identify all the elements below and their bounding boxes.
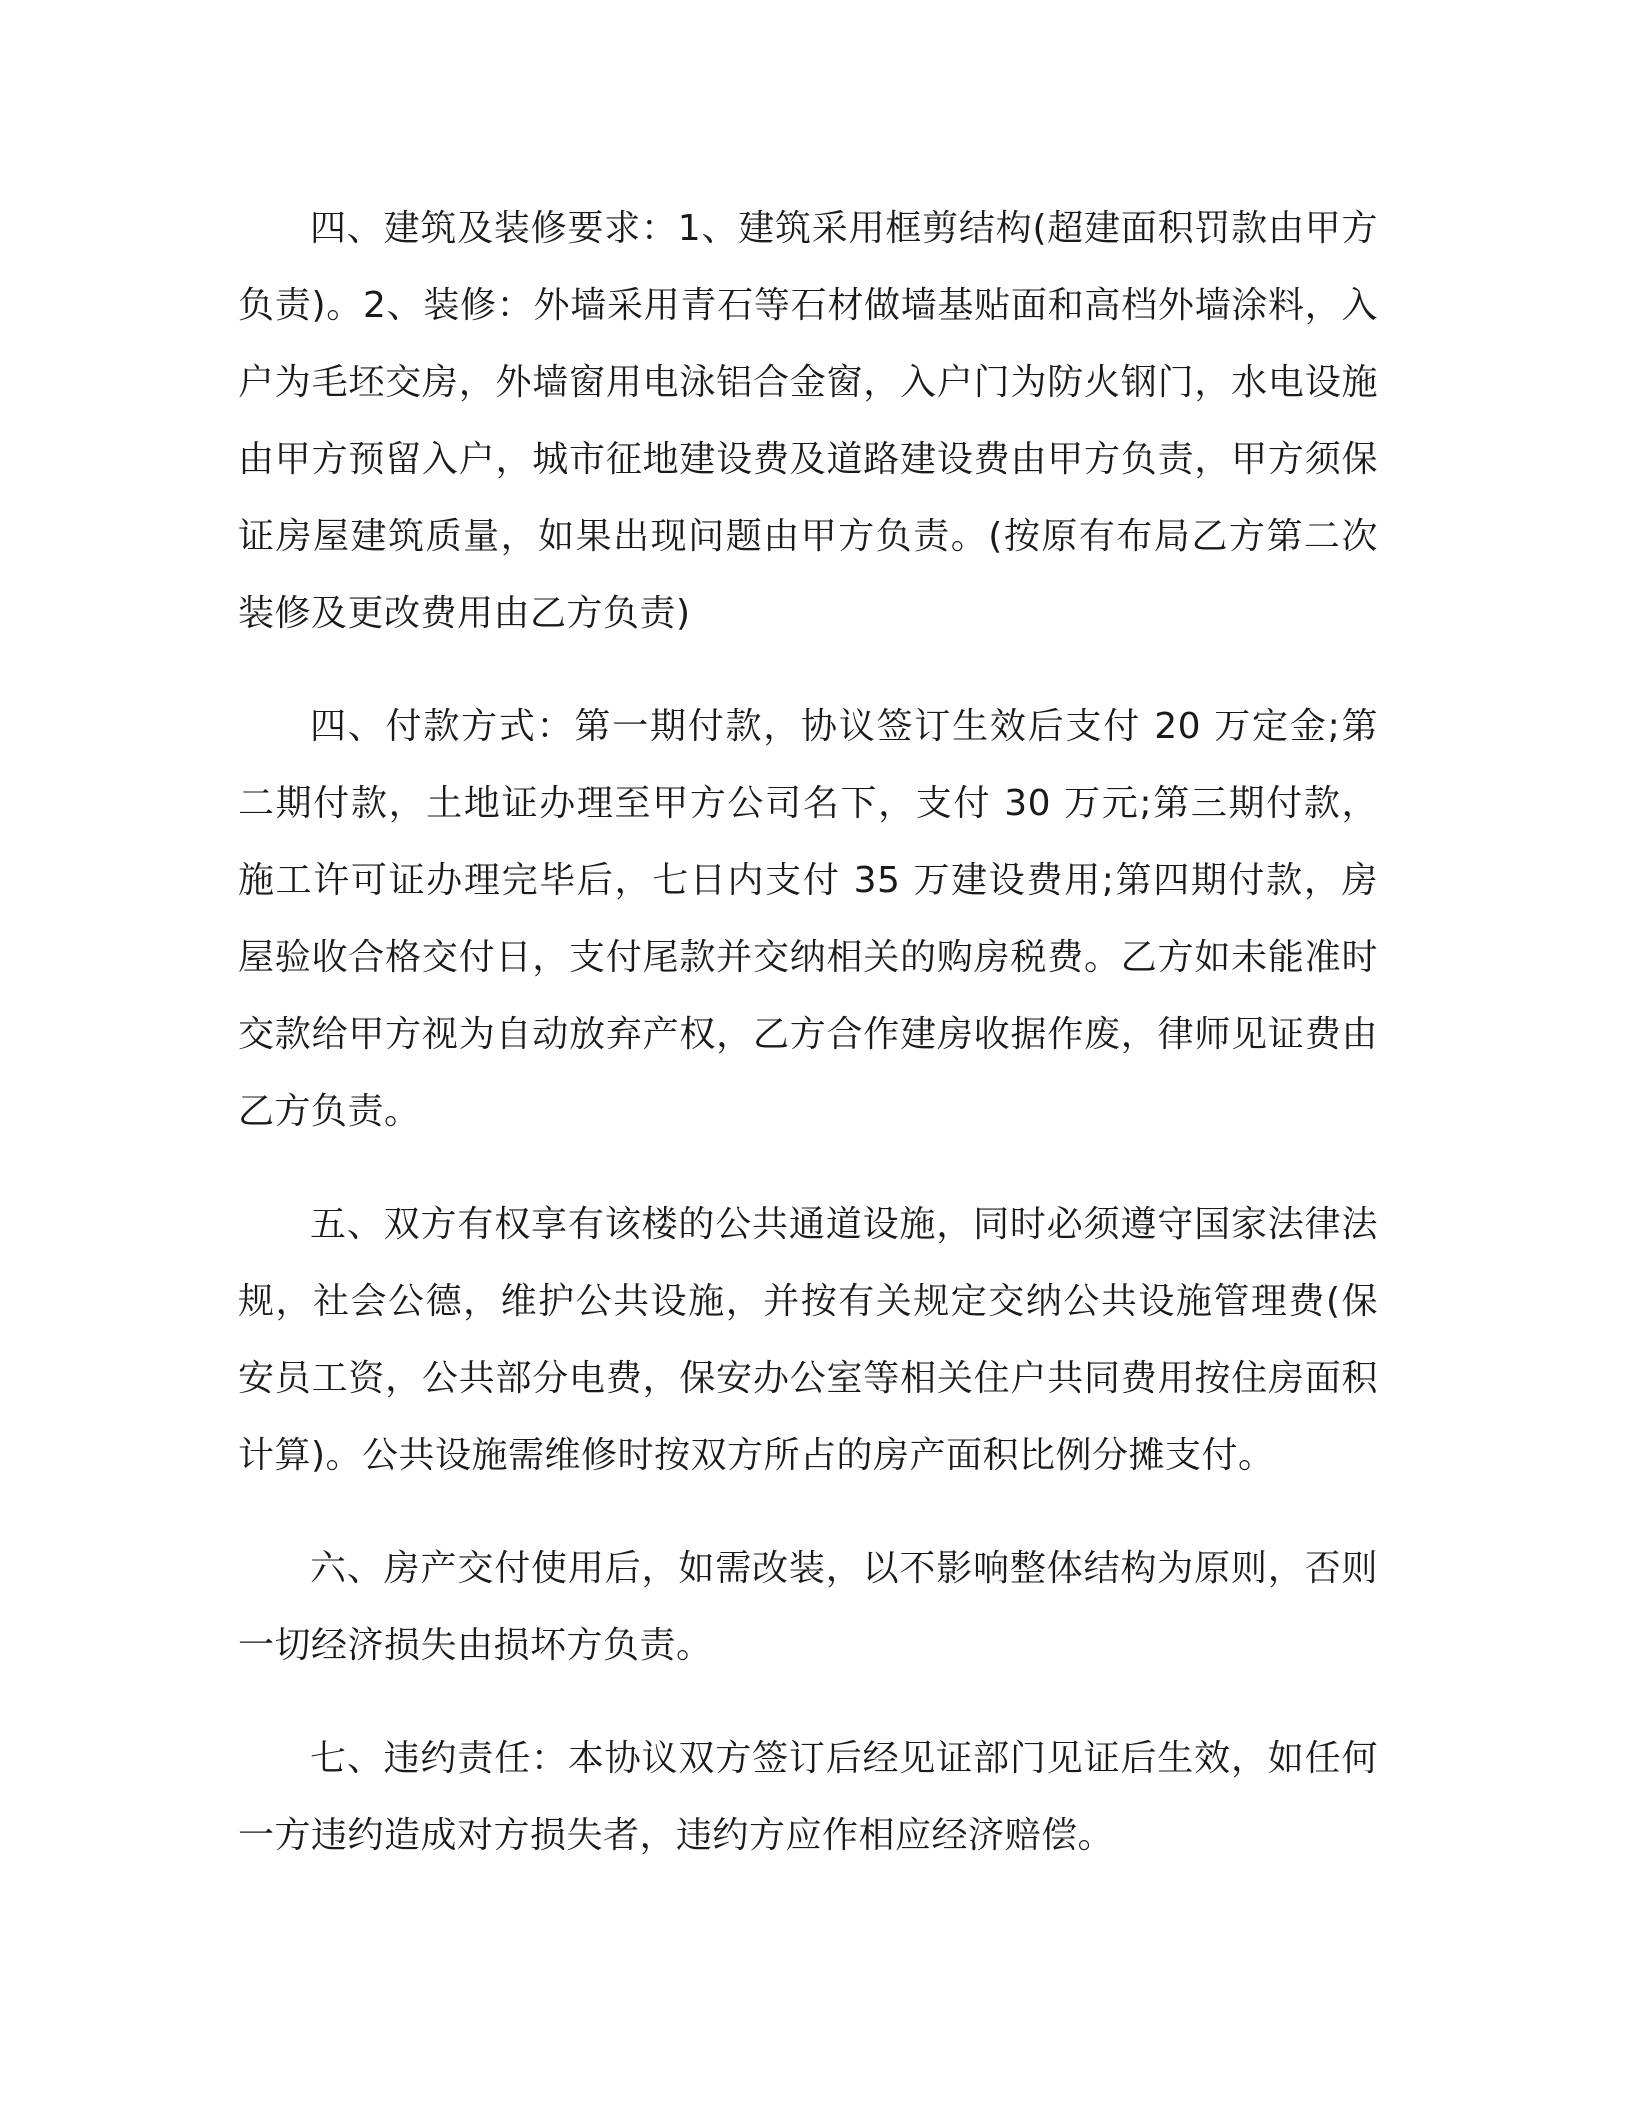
document-page: [238, 190, 1378, 1874]
clause-payment-method: 四、付款方式：第一期付款，协议签订生效后支付 20 万定金;第二期付款，土地证办理至甲方公司名下，支付 30 万元;第三期付款，施工许可证办理完毕后，七日内支付 35 万建设费用;第四期付款，房屋验收合格交付日，支付尾款并交纳相关的购房税费。乙方如未能准时交款给甲方视为自动放弃产权，乙方合作建房收据作废，律师见证费由乙方负责。: [238, 706, 1378, 1132]
clause-modification: 六、房产交付使用后，如需改装，以不影响整体结构为原则，否则一切经济损失由损坏方负责。: [238, 1548, 1378, 1666]
clause-building-requirements: 四、建筑及装修要求：1、建筑采用框剪结构(超建面积罚款由甲方负责)。2、装修：外墙采用青石等石材做墙基贴面和高档外墙涂料，入户为毛坯交房，外墙窗用电泳铝合金窗，入户门为防火钢门，水电设施由甲方预留入户，城市征地建设费及道路建设费由甲方负责，甲方须保证房屋建筑质量，如果出现问题由甲方负责。(按原有布局乙方第二次装修及更改费用由乙方负责): [238, 208, 1378, 634]
clause-public-facilities: 五、双方有权享有该楼的公共通道设施，同时必须遵守国家法律法规，社会公德，维护公共设施，并按有关规定交纳公共设施管理费(保安员工资，公共部分电费，保安办公室等相关住户共同费用按住房面积计算)。公共设施需维修时按双方所占的房产面积比例分摊支付。: [238, 1204, 1378, 1476]
clause-breach-liability: 七、违约责任：本协议双方签订后经见证部门见证后生效，如任何一方违约造成对方损失者，违约方应作相应经济赔偿。: [238, 1738, 1378, 1856]
